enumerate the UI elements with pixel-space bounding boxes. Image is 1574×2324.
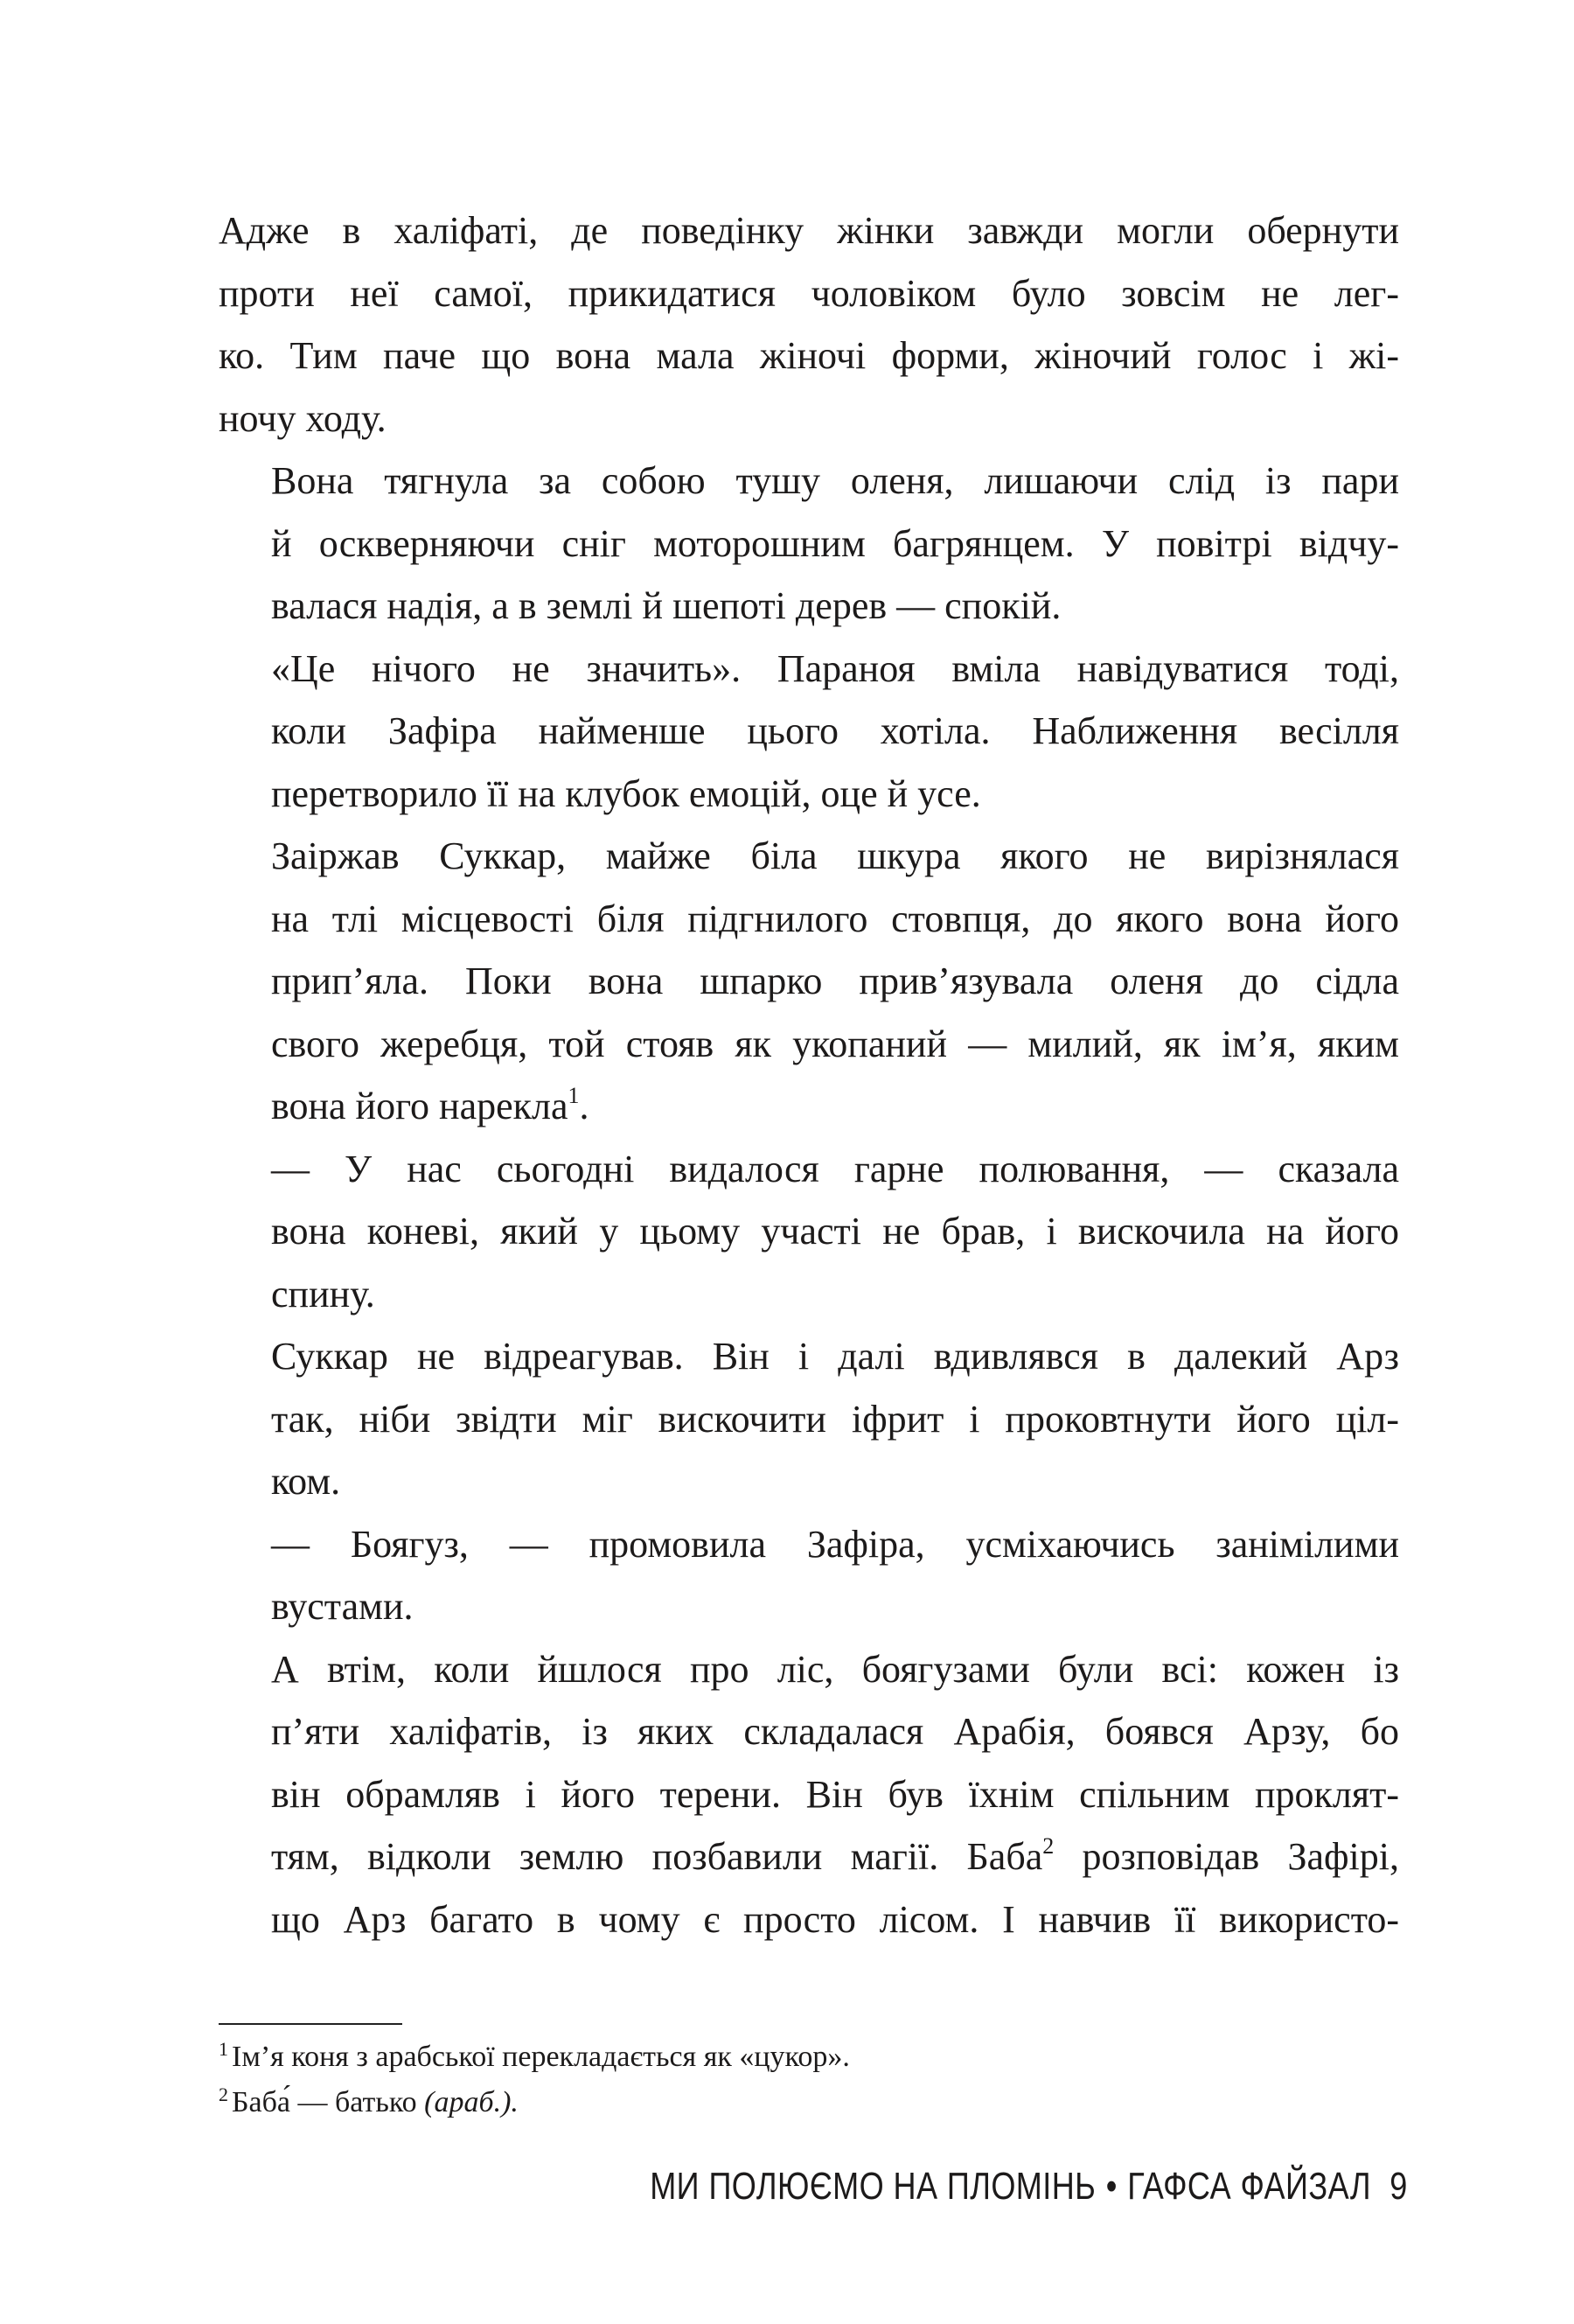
text-line: ночу ходу.: [219, 396, 387, 440]
text-line: спину.: [271, 1272, 375, 1316]
book-title: МИ ПОЛЮЄМО НА ПЛОМІНЬ: [650, 2165, 1097, 2208]
author-name: ГАФСА ФАЙЗАЛ: [1127, 2165, 1372, 2208]
paragraph: [219, 638, 1399, 826]
text-line: що Арз багато в чому є просто лісом. І навчив її використо-: [271, 1897, 1399, 1941]
text-line: [219, 1825, 1399, 1888]
text-fragment: тям, відколи землю позбавили магії. Баба: [271, 1835, 1043, 1878]
text-line: прип’яла. Поки вона шпарко прив’язувала оленя до сідла: [271, 960, 1399, 1002]
text-line: п’яти халіфатів, із яких складалася Арабія, боявся Арзу, бо: [271, 1710, 1399, 1753]
text-line: «Це нічого не значить». Параноя вміла навідуватися тоді,: [271, 646, 1399, 690]
text-line: перетворило її на клубок емоцій, оце й усе.: [271, 771, 981, 815]
text-line: ко. Тим паче що вона мала жіночі форми, жіночий голос і жі-: [219, 334, 1399, 377]
footer-separator: •: [1106, 2165, 1118, 2208]
body-text: [219, 199, 1399, 1951]
footnote-mark: 2: [219, 2083, 228, 2105]
text-line: вона коневі, який у цьому участі не брав, і вискочила на його: [271, 1210, 1399, 1253]
text-line: проти неї самої, прикидатися чоловіком було зовсім не лег-: [219, 271, 1399, 315]
footnote-text: Баба́ — батько: [232, 2086, 425, 2118]
footnote-reference[interactable]: 2: [1042, 1833, 1055, 1859]
text-line: на тлі місцевості біля підгнилого стовпця, до якого вона його: [271, 897, 1399, 940]
text-line: й оскверняючи сніг моторошним багрянцем. У повітрі відчу-: [271, 521, 1399, 565]
footnotes: [219, 2034, 1399, 2125]
paragraph: [219, 1513, 1399, 1638]
paragraph: [219, 199, 1399, 450]
paragraph: [219, 1138, 1399, 1326]
footnote-1: [219, 2034, 1399, 2080]
paragraph: [219, 825, 1399, 1138]
paragraph: [219, 450, 1399, 638]
footnote-2: [219, 2080, 1399, 2125]
page-number: 9: [1389, 2165, 1408, 2208]
footnote-italic-note: (араб.).: [424, 2086, 519, 2118]
text-line: свого жеребця, той стояв як укопаний — милий, як ім’я, яким: [271, 1022, 1399, 1065]
text-line: ком.: [271, 1460, 341, 1503]
text-line: Адже в халіфаті, де поведінку жінки завжди могли обернути: [219, 209, 1399, 252]
text-line: він обрамляв і його терени. Він був їхнім спільним проклят-: [271, 1772, 1399, 1816]
text-fragment: вона його нарекла: [271, 1085, 568, 1127]
text-line: [219, 1075, 1399, 1138]
footnote-mark: 1: [219, 2038, 228, 2060]
text-line: — У нас сьогодні видалося гарне полювання, — сказала: [271, 1147, 1399, 1190]
text-line: Заіржав Суккар, майже біла шкура якого не вирізнялася: [271, 834, 1399, 877]
text-line: коли Зафіра найменше цього хотіла. Наближення весілля: [271, 709, 1399, 752]
text-line: А втім, коли йшлося про ліс, боягузами були всі: кожен із: [271, 1647, 1399, 1691]
text-line: Вона тягнула за собою тушу оленя, лишаючи слід із пари: [271, 459, 1399, 502]
footnote-reference[interactable]: 1: [568, 1083, 580, 1108]
text-line: Суккар не відреагував. Він і далі вдивлявся в далекий Арз: [271, 1335, 1399, 1378]
text-line: валася надія, а в землі й шепоті дерев — спокій.: [271, 584, 1062, 627]
paragraph: [219, 1325, 1399, 1513]
text-fragment: .: [579, 1085, 589, 1127]
footnote-text: Ім’я коня з арабської перекладається як «цукор».: [232, 2041, 850, 2073]
text-line: — Боягуз, — промовила Зафіра, усміхаючись занімілими: [271, 1522, 1399, 1566]
text-fragment: розповідав Зафірі,: [1054, 1835, 1399, 1878]
text-line: так, ніби звідти міг вискочити іфрит і проковтнути його ціл-: [271, 1397, 1399, 1441]
paragraph: [219, 1638, 1399, 1951]
footnote-divider: [219, 2023, 402, 2025]
text-line: вустами.: [271, 1585, 414, 1628]
running-footer: [650, 2160, 1408, 2213]
